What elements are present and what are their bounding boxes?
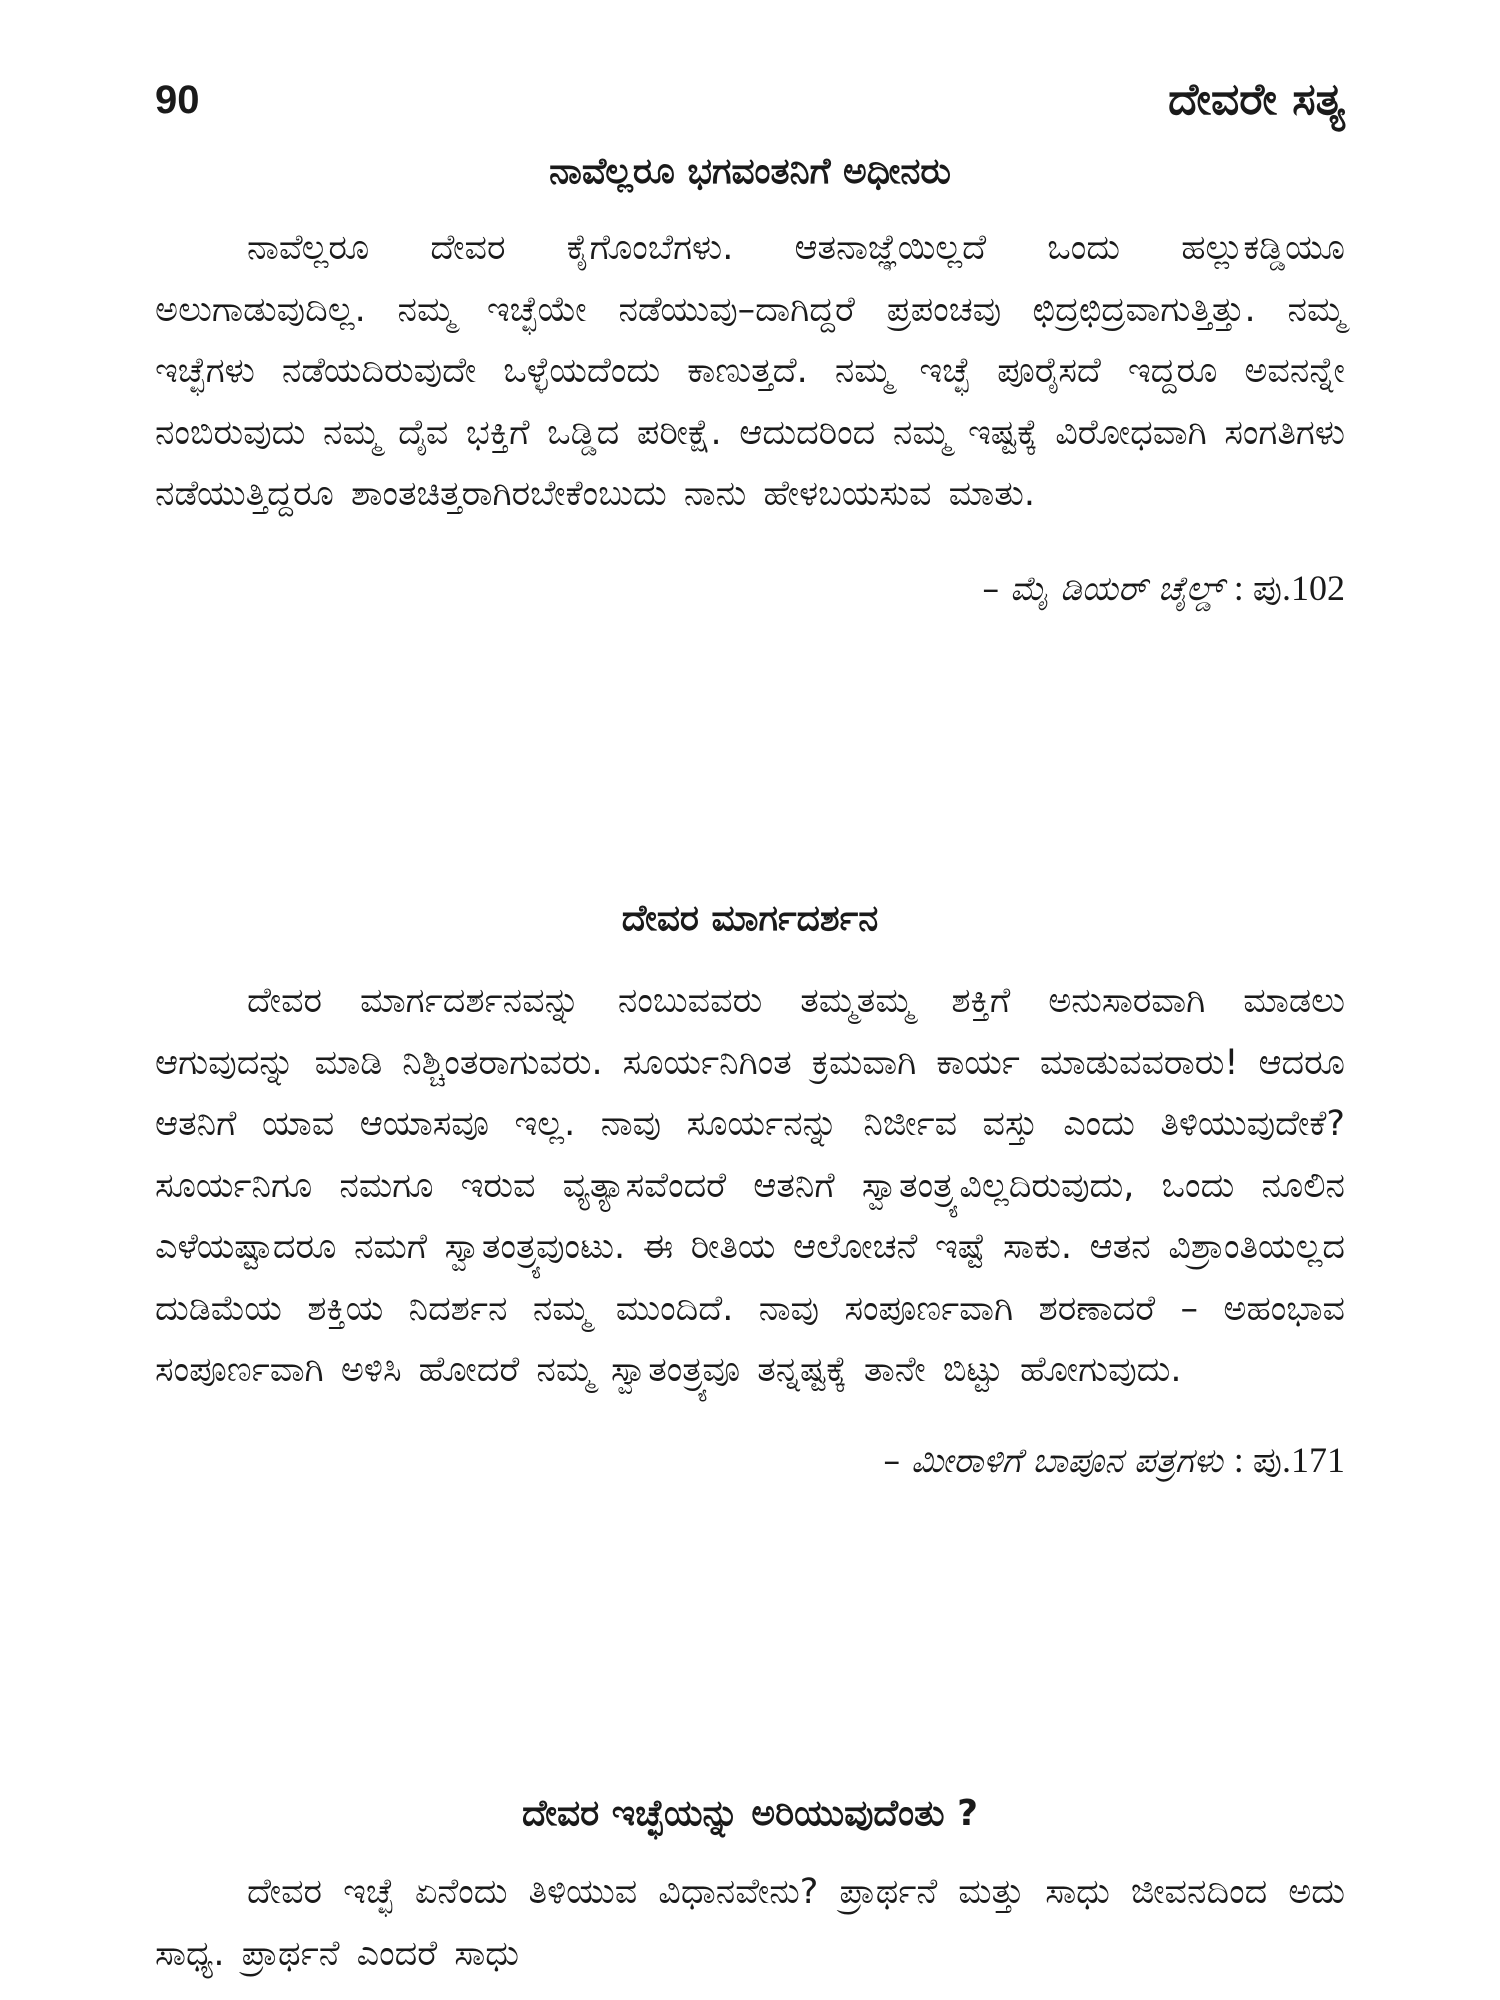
section-heading: ದೇವರ ಇಚ್ಛೆಯನ್ನು ಅರಿಯುವುದೆಂತು ? [521,1793,979,1834]
attribution-dash: – [883,1440,901,1481]
attribution-dash: – [982,568,1000,609]
attribution [155,564,1345,613]
section-body: ದೇವರ ಮಾರ್ಗದರ್ಶನವನ್ನು ನಂಬುವವರು ತಮ್ಮತಮ್ಮ ಶಕ್ತಿಗೆ ಅನುಸಾರವಾಗಿ ಮಾಡಲು ಆಗುವುದನ್ನು ಮಾಡಿ ನಿಶ್ಚಿಂತರಾಗುವರು. ಸೂರ್ಯನಿಗಿಂತ ಕ್ರಮವಾಗಿ ಕಾರ್ಯ ಮಾಡುವವರಾರು! ಆದರೂ ಆತನಿಗೆ ಯಾವ ಆಯಾಸವೂ ಇಲ್ಲ. ನಾವು ಸೂರ್ಯನನ್ನು ನಿರ್ಜೀವ ವಸ್ತು ಎಂದು ತಿಳಿಯುವುದೇಕೆ? ಸೂರ್ಯನಿಗೂ ನಮಗೂ ಇರುವ ವ್ಯತ್ಯಾಸವೆಂದರೆ ಆತನಿಗೆ ಸ್ವಾತಂತ್ರ್ಯವಿಲ್ಲದಿರುವುದು, ಒಂದು ನೂಲಿನ ಎಳೆಯಷ್ಟಾದರೂ ನಮಗೆ ಸ್ವಾತಂತ್ರ್ಯವುಂಟು. ಈ ರೀತಿಯ ಆಲೋಚನೆ ಇಷ್ಟೆ ಸಾಕು. ಆತನ ವಿಶ್ರಾಂತಿಯಲ್ಲದ ದುಡಿಮೆಯ ಶಕ್ತಿಯ ನಿದರ್ಶನ ನಮ್ಮ ಮುಂದಿದೆ. ನಾವು ಸಂಪೂರ್ಣವಾಗಿ ಶರಣಾದರೆ – ಅಹಂಭಾವ ಸಂಪೂರ್ಣವಾಗಿ ಅಳಿಸಿ ಹೋದರೆ ನಮ್ಮ ಸ್ವಾತಂತ್ರ್ಯವೂ ತನ್ನಷ್ಟಕ್ಕೆ ತಾನೇ ಬಿಟ್ಟು ಹೋಗುವುದು. [155,981,1345,1390]
running-header [155,74,1345,138]
section-body: ದೇವರ ಇಚ್ಛೆ ಏನೆಂದು ತಿಳಿಯುವ ವಿಧಾನವೇನು? ಪ್ರಾರ್ಥನೆ ಮತ್ತು ಸಾಧು ಜೀವನದಿಂದ ಅದು ಸಾಧ್ಯ. ಪ್ರಾರ್ಥನೆ ಎಂದರೆ ಸಾಧು [155,1872,1345,1974]
page-number: 90 [155,78,200,122]
attribution [155,1436,1345,1485]
book-title: ದೇವರೇ ಸತ್ಯ [1168,74,1345,125]
attribution-source: ಮೈ ಡಿಯರ್ ಚೈಲ್ಡ್ [1010,568,1223,609]
section-heading: ನಾವೆಲ್ಲರೂ ಭಗವಂತನಿಗೆ ಅಧೀನರು [549,151,951,192]
section-body: ನಾವೆಲ್ಲರೂ ದೇವರ ಕೈಗೊಂಬೆಗಳು. ಆತನಾಜ್ಞೆಯಿಲ್ಲದೆ ಒಂದು ಹಲ್ಲುಕಡ್ಡಿಯೂ ಅಲುಗಾಡುವುದಿಲ್ಲ. ನಮ್ಮ ಇಚ್ಛೆಯೇ ನಡೆಯುವು–ದಾಗಿದ್ದರೆ ಪ್ರಪಂಚವು ಛಿದ್ರಛಿದ್ರವಾಗುತ್ತಿತ್ತು. ನಮ್ಮ ಇಚ್ಛೆಗಳು ನಡೆಯದಿರುವುದೇ ಒಳ್ಳೆಯದೆಂದು ಕಾಣುತ್ತದೆ. ನಮ್ಮ ಇಚ್ಛೆ ಪೂರೈಸದೆ ಇದ್ದರೂ ಅವನನ್ನೇ ನಂಬಿರುವುದು ನಮ್ಮ ದೈವ ಭಕ್ತಿಗೆ ಒಡ್ಡಿದ ಪರೀಕ್ಷೆ. ಆದುದರಿಂದ ನಮ್ಮ ಇಷ್ಟಕ್ಕೆ ವಿರೋಧವಾಗಿ ಸಂಗತಿಗಳು ನಡೆಯುತ್ತಿದ್ದರೂ ಶಾಂತಚಿತ್ತರಾಗಿರಬೇಕೆಂಬುದು ನಾನು ಹೇಳಬಯಸುವ ಮಾತು. [155,228,1345,514]
attribution-page: : ಪು.102 [1233,567,1345,608]
book-page [155,0,1345,2000]
attribution-page: : ಪು.171 [1233,1439,1345,1480]
section-heading: ದೇವರ ಮಾರ್ಗದರ್ಶನ [621,898,879,939]
section-adheenaru [155,148,1345,613]
section-margadarshana [155,895,1345,1485]
section-ichchhe [155,1790,1345,1985]
attribution-source: ಮೀರಾಳಿಗೆ ಬಾಪೂನ ಪತ್ರಗಳು [911,1440,1223,1481]
